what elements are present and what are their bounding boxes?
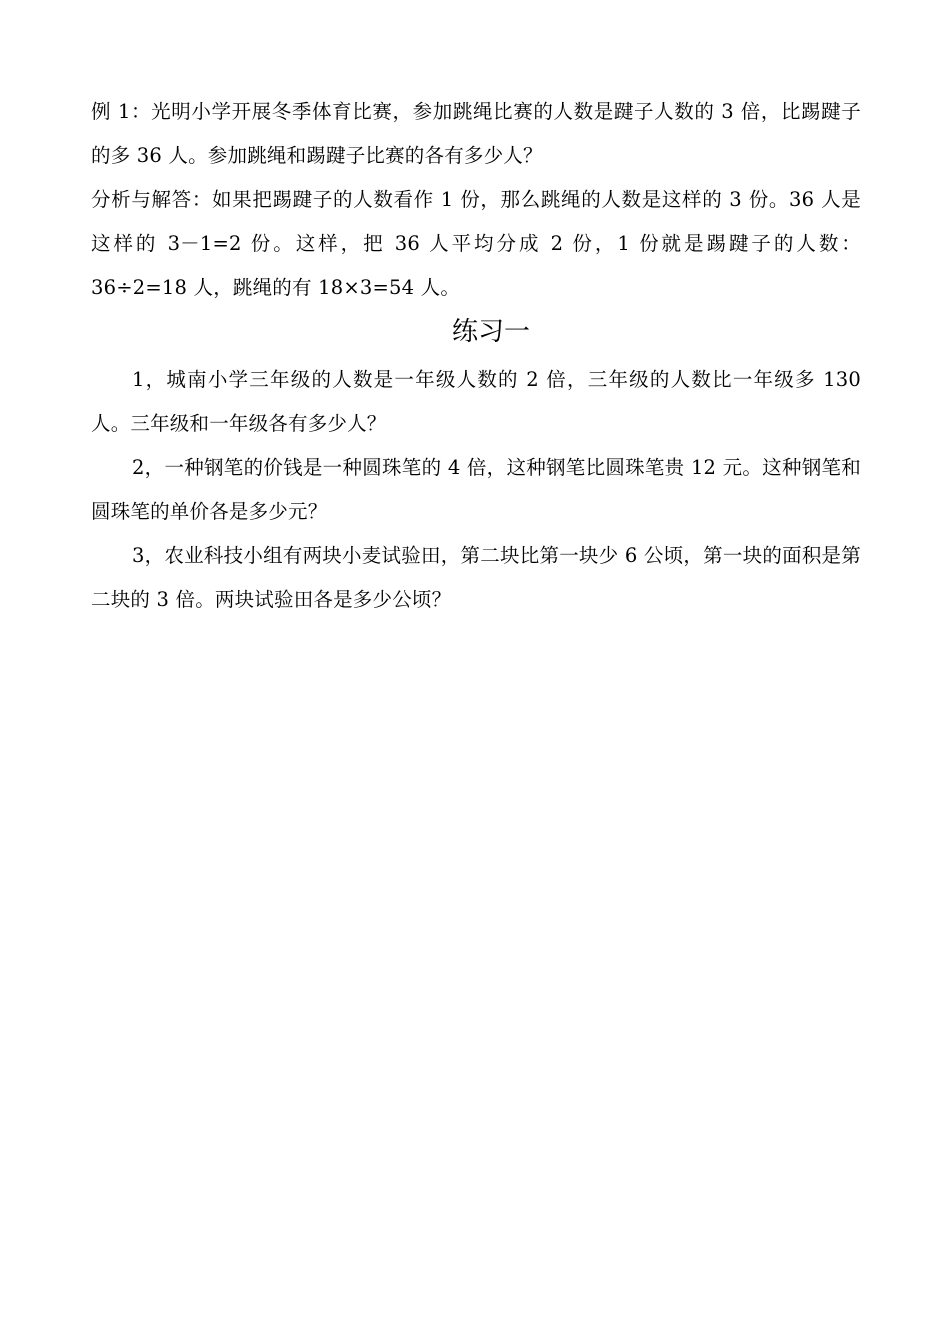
- exercise-item-3: 3，农业科技小组有两块小麦试验田，第二块比第一块少 6 公顷，第一块的面积是第二块的 3 倍。两块试验田各是多少公顷？: [91, 544, 861, 611]
- exercise-item-2: 2，一种钢笔的价钱是一种圆珠笔的 4 倍，这种钢笔比圆珠笔贵 12 元。这种钢笔和圆珠笔的单价各是多少元？: [91, 456, 861, 523]
- document-page: [91, 90, 861, 622]
- exercise-title: 练习一: [451, 317, 530, 347]
- exercise-item-1: 1，城南小学三年级的人数是一年级人数的 2 倍，三年级的人数比一年级多 130 人。三年级和一年级各有多少人？: [91, 368, 861, 435]
- example-solution: 分析与解答：如果把踢踺子的人数看作 1 份，那么跳绳的人数是这样的 3 份。36 人是这样的 3－1=2 份。这样，把 36 人平均分成 2 份，1 份就是踢踺子的人数：36÷2=18 人，跳绳的有 18×3=54 人。: [91, 188, 861, 299]
- example-problem: 例 1：光明小学开展冬季体育比赛，参加跳绳比赛的人数是踺子人数的 3 倍，比踢踺子的多 36 人。参加跳绳和踢踺子比赛的各有多少人？: [91, 100, 861, 167]
